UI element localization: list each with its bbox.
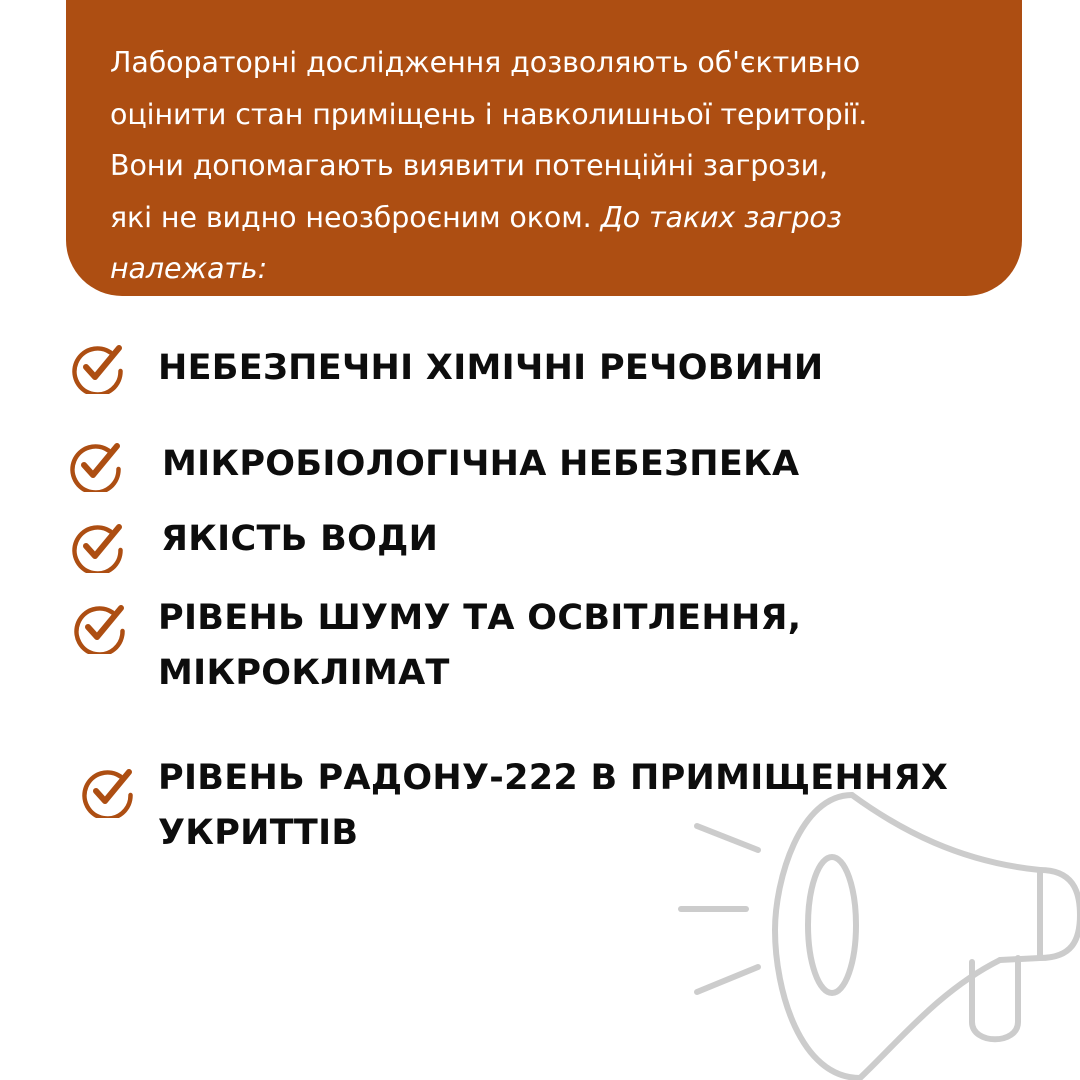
intro-line-2: оцінити стан приміщень і навколишньої території. — [110, 97, 868, 131]
check-circle-icon — [70, 517, 126, 573]
megaphone-body-bottom — [860, 960, 1000, 1078]
threat-label-5a: РІВЕНЬ РАДОНУ-222 В ПРИМІЩЕННЯХ — [158, 758, 949, 798]
intro-line-5-italic: належать: — [110, 252, 268, 285]
threat-label-2: МІКРОБІОЛОГІЧНА НЕБЕЗПЕКА — [162, 444, 800, 484]
megaphone-bell-outer — [775, 795, 860, 1078]
threat-label-4a: РІВЕНЬ ШУМУ ТА ОСВІТЛЕННЯ, — [158, 598, 802, 638]
check-circle-icon — [72, 598, 128, 654]
megaphone-bell-rim — [808, 857, 856, 993]
check-circle-icon — [68, 436, 124, 492]
threat-label-1: НЕБЕЗПЕЧНІ ХІМІЧНІ РЕЧОВИНИ — [158, 348, 824, 388]
megaphone-icon — [660, 780, 1080, 1080]
check-circle-icon — [80, 762, 136, 818]
sound-line-bottom — [697, 967, 758, 992]
sound-line-top — [697, 826, 758, 850]
intro-line-4-italic: До таких загроз — [600, 200, 842, 234]
threat-label-5b: УКРИТТІВ — [158, 813, 359, 853]
intro-line-3: Вони допомагають виявити потенційні загрози, — [110, 149, 828, 182]
megaphone-body-top — [852, 795, 1040, 870]
threat-label-4b: МІКРОКЛІМАТ — [158, 653, 450, 693]
intro-line-1: Лабораторні дослідження дозволяють об'єктивно — [110, 46, 861, 79]
intro-line-4-text: які не видно неозброєним оком. — [110, 200, 592, 234]
threat-label-3: ЯКІСТЬ ВОДИ — [161, 519, 439, 559]
check-circle-icon — [70, 338, 126, 394]
